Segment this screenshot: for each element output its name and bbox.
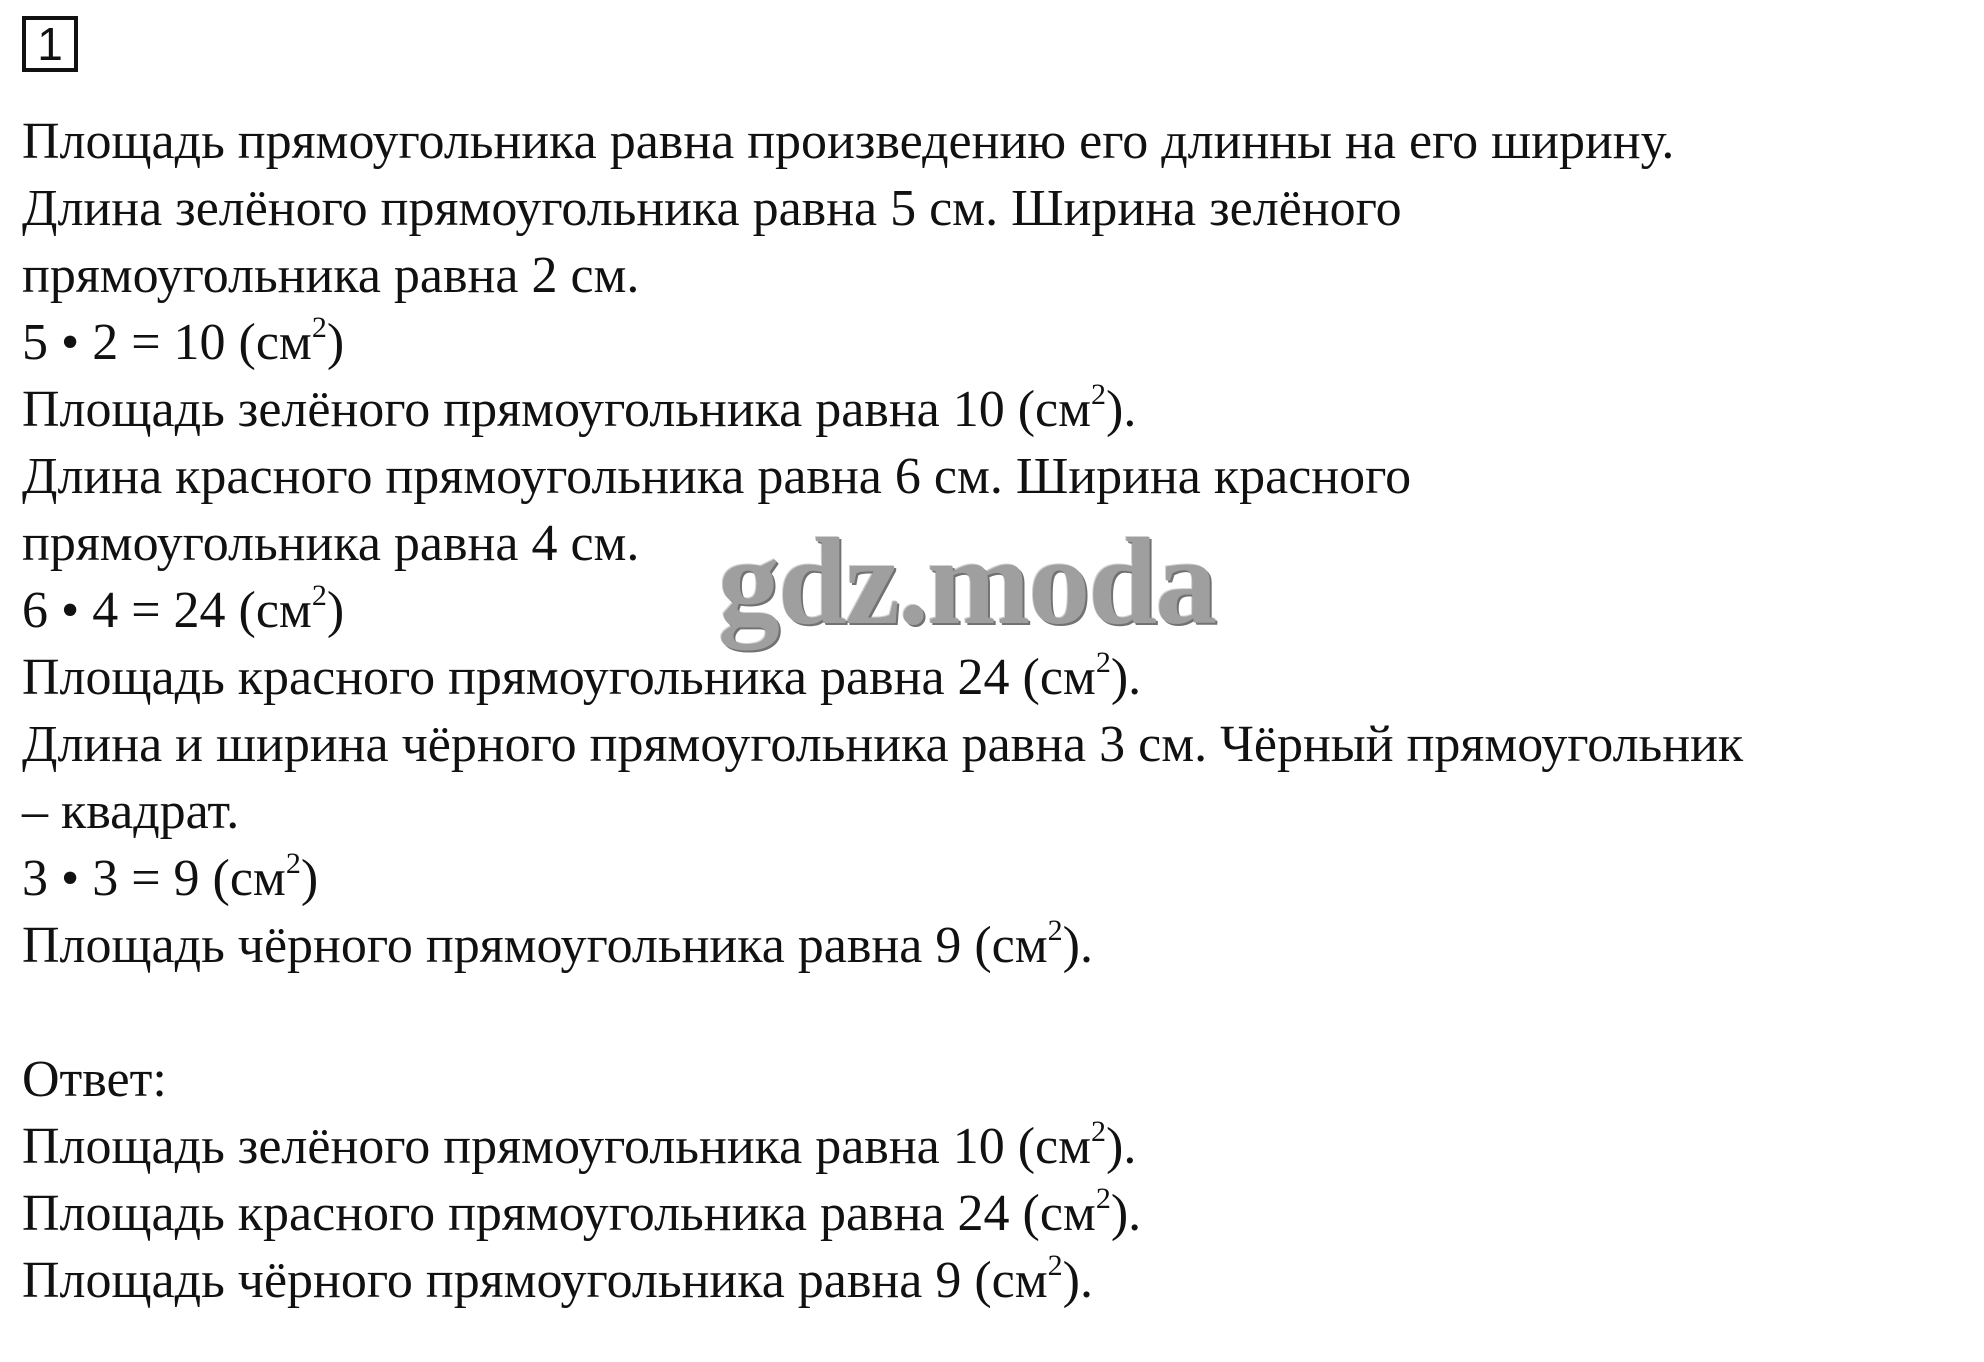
text-line: – квадрат. bbox=[22, 783, 240, 840]
text-line: прямоугольника равна 2 см. bbox=[22, 247, 640, 304]
text-line: Площадь прямоугольника равна произведению его длинны на его ширину. bbox=[22, 113, 1675, 170]
solution-text bbox=[22, 108, 1972, 1314]
text-line: Длина зелёного прямоугольника равна 5 см. Ширина зелёного bbox=[22, 180, 1402, 237]
answer-line: Площадь красного прямоугольника равна 24 $(см^2)$. bbox=[22, 1182, 1142, 1242]
answer-heading: Ответ: bbox=[22, 1051, 167, 1108]
text-line: прямоугольника равна 4 см. bbox=[22, 515, 640, 572]
equation-line: 6 • 4 = 24 $(см^2)$ bbox=[22, 579, 345, 639]
text-line: Длина красного прямоугольника равна 6 см. Ширина красного bbox=[22, 448, 1412, 505]
equation-line: 5 • 2 = 10 $(см^2)$ bbox=[22, 311, 345, 371]
result-line: Площадь красного прямоугольника равна 24 $(см^2)$. bbox=[22, 646, 1142, 706]
answer-line: Площадь зелёного прямоугольника равна 10 $(см^2)$. bbox=[22, 1115, 1137, 1175]
text-line: Длина и ширина чёрного прямоугольника равна 3 см. Чёрный прямоугольник bbox=[22, 716, 1744, 773]
result-line: Площадь зелёного прямоугольника равна 10 $(см^2)$. bbox=[22, 378, 1137, 438]
answer-line: Площадь чёрного прямоугольника равна 9 $(см^2)$. bbox=[22, 1249, 1093, 1309]
blank-line bbox=[22, 979, 1972, 1046]
equation-line: 3 • 3 = 9 $(см^2)$ bbox=[22, 847, 319, 907]
task-number-box: 1 bbox=[22, 16, 78, 72]
watermark: gdz.moda bbox=[718, 513, 1216, 650]
result-line: Площадь чёрного прямоугольника равна 9 $(см^2)$. bbox=[22, 914, 1093, 974]
